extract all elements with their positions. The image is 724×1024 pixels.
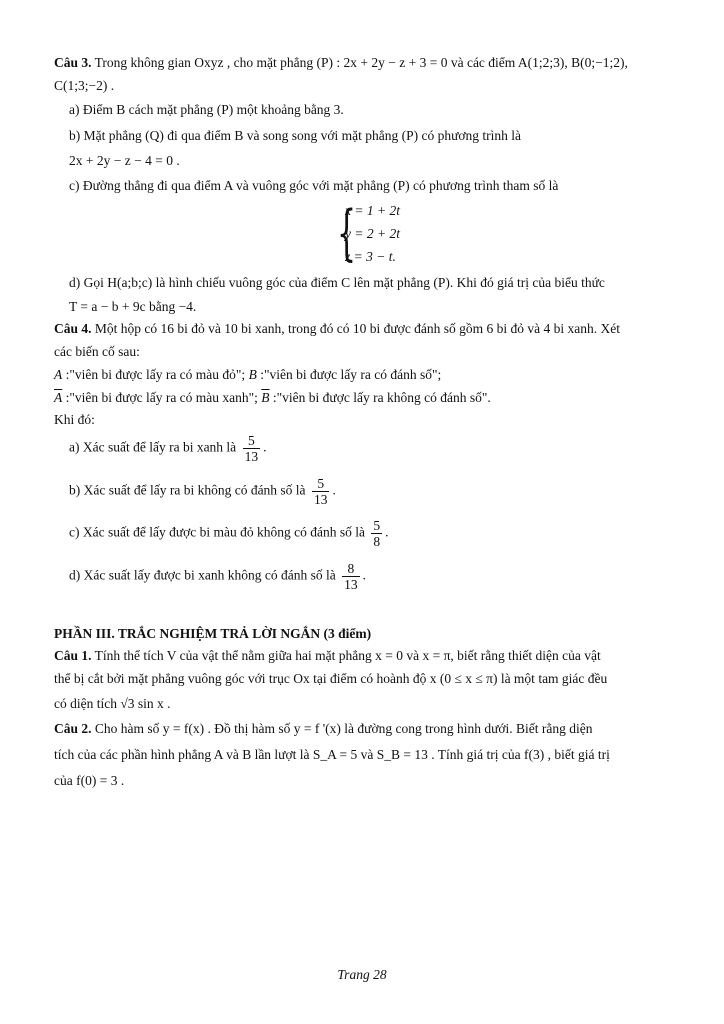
fraction	[312, 476, 330, 507]
event-A-bar-text: :"viên bi được lấy ra có màu xanh";	[62, 390, 262, 405]
fraction-numerator: 8	[347, 561, 355, 576]
fraction-denominator: 8	[373, 534, 381, 549]
part3-q1-label: Câu 1.	[54, 648, 92, 663]
q4-option-c	[69, 518, 389, 549]
part3-q2-line2: tích của các phần hình phẳng A và B lần lượt là S_A = 5 và S_B = 13 . Tính giá trị của f(3) , biết giá trị	[54, 747, 610, 762]
fraction-denominator: 13	[344, 577, 358, 592]
fraction	[342, 561, 360, 592]
fraction	[371, 518, 382, 549]
q4-stem-2: các biến cố sau:	[54, 344, 140, 359]
q4-label: Câu 4.	[54, 321, 92, 336]
fraction-numerator: 5	[247, 433, 255, 448]
event-B-bar-text: :"viên bi được lấy ra không có đánh số".	[269, 390, 491, 405]
part3-q2-text-1: Cho hàm số y = f(x) . Đồ thị hàm số y = f '(x) là đường cong trong hình dưới. Biết rằng diện	[94, 721, 593, 736]
q4-option-d	[69, 561, 366, 592]
part3-q2-line3: của f(0) = 3 .	[54, 773, 125, 788]
q4-d-end: .	[362, 567, 367, 583]
part3-q1-line2: thể bị cắt bởi mặt phẳng vuông góc với trục Ox tại điểm có hoành độ x (0 ≤ x ≤ π) là một tam giác đều	[54, 671, 608, 686]
q3-stem-2: C(1;3;−2) .	[54, 78, 115, 93]
fraction	[243, 433, 261, 464]
q3-label: Câu 3.	[54, 55, 92, 70]
q3-option-c: c) Đường thẳng đi qua điểm A và vuông góc với mặt phẳng (P) có phương trình tham số là	[69, 178, 559, 193]
fraction-numerator: 5	[373, 518, 381, 533]
event-B: B	[248, 367, 257, 382]
q3-option-d-line1: d) Gọi H(a;b;c) là hình chiếu vuông góc của điểm C lên mặt phẳng (P). Khi đó giá trị của biểu thức	[69, 275, 605, 290]
part3-q1-text-1: Tính thể tích V của vật thể nằm giữa hai mặt phẳng x = 0 và x = π, biết rằng thiết diện của vật	[94, 648, 601, 663]
q3-option-d-line2: T = a − b + 9c bằng −4.	[69, 299, 197, 314]
q4-option-a	[69, 433, 266, 464]
q3-option-a: a) Điểm B cách mặt phẳng (P) một khoảng bằng 3.	[69, 102, 344, 117]
page-footer: Trang 28	[337, 967, 387, 982]
system-eq-x: x = 1 + 2t	[345, 203, 400, 218]
q3-stem-1: Trong không gian Oxyz , cho mặt phẳng (P) : 2x + 2y − z + 3 = 0 và các điểm A(1;2;3), B(0;−1;2),	[94, 55, 628, 70]
part3-q1-line1	[54, 647, 601, 665]
event-B-bar: $\overline{B}$	[261, 390, 270, 405]
q4-a-text: a) Xác suất để lấy ra bi xanh là	[69, 439, 237, 455]
q4-events-line2	[54, 389, 491, 407]
q3-option-b-line1: b) Mặt phẳng (Q) đi qua điểm B và song song với mặt phẳng (P) có phương trình là	[69, 128, 522, 143]
q4-option-b	[69, 476, 336, 507]
q4-stem-line1	[54, 320, 620, 338]
system-eq-y: y = 2 + 2t	[345, 226, 400, 241]
q4-c-end: .	[385, 524, 389, 540]
q3-option-b-line2: 2x + 2y − z − 4 = 0 .	[69, 153, 180, 168]
event-B-text: :"viên bi được lấy ra có đánh số";	[256, 367, 442, 382]
event-A-bar: $\overline{A}$	[54, 390, 63, 405]
q4-events-line1	[54, 366, 441, 384]
q4-khi-do: Khi đó:	[54, 412, 95, 427]
part3-heading: PHẦN III. TRẮC NGHIỆM TRẢ LỜI NGẮN (3 điểm)	[54, 626, 372, 641]
q4-b-text: b) Xác suất để lấy ra bi không có đánh số là	[69, 482, 306, 498]
q3-stem-line1	[54, 54, 628, 72]
q4-d-text: d) Xác suất lấy được bi xanh không có đánh số là	[69, 567, 336, 583]
system-eq-z: z = 3 − t.	[345, 249, 396, 264]
event-A-text: :"viên bi được lấy ra có màu đỏ";	[62, 367, 249, 382]
fraction-denominator: 13	[313, 492, 328, 507]
q4-c-text: c) Xác suất để lấy được bi màu đỏ không có đánh số là	[69, 524, 365, 540]
fraction-denominator: 13	[244, 449, 259, 464]
part3-q2-label: Câu 2.	[54, 721, 92, 736]
q4-b-end: .	[332, 482, 336, 498]
q4-a-end: .	[263, 439, 267, 455]
parametric-system	[337, 200, 417, 268]
fraction-numerator: 5	[317, 476, 325, 491]
brace-symbol: {	[337, 198, 357, 268]
event-A: A	[54, 367, 63, 382]
q4-stem-1: Một hộp có 16 bi đỏ và 10 bi xanh, trong đó có 10 bi được đánh số gồm 6 bi đỏ và 4 bi xanh. Xét	[94, 321, 621, 336]
part3-q1-line3: có diện tích √3 sin x .	[54, 696, 171, 711]
part3-q2-line1	[54, 720, 593, 738]
